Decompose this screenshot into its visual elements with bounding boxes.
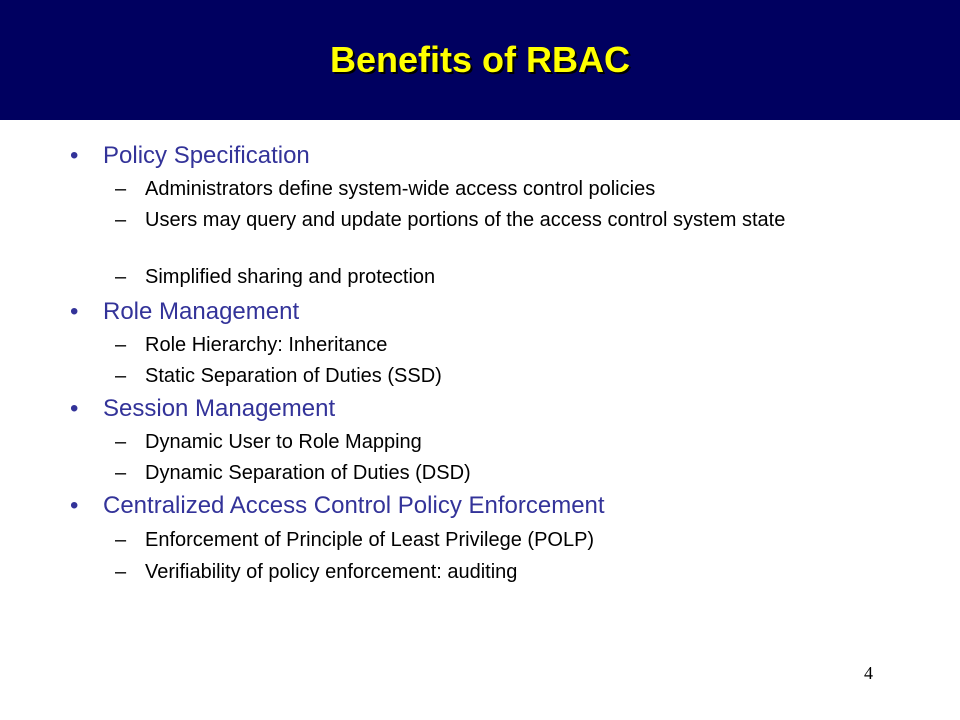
bullet-heading-policy-specification: Policy Specification [103,142,310,169]
dash-icon: – [115,365,127,387]
bullet-heading-role-management: Role Management [103,298,300,325]
sub-bullet-item: Role Hierarchy: Inheritance [145,334,388,356]
dash-icon: – [115,209,127,231]
dash-icon: – [115,431,127,453]
dash-icon: – [115,334,127,356]
sub-bullet-item: Static Separation of Duties (SSD) [145,365,442,387]
bullet-heading-centralized-enforcement: Centralized Access Control Policy Enforcement [103,492,605,519]
dash-icon: – [115,462,127,484]
sub-bullet-item: Enforcement of Principle of Least Privilege (POLP) [145,529,595,551]
sub-bullet-item: Dynamic User to Role Mapping [145,431,422,453]
title-bar [0,0,960,120]
dash-icon: – [115,266,127,288]
bullet-icon: • [70,142,79,169]
page-number: 4 [864,663,873,683]
dash-icon: – [115,178,127,200]
dash-icon: – [115,529,127,551]
bullet-icon: • [70,492,79,519]
slide-title: Benefits of RBAC [329,39,630,80]
sub-bullet-item: Dynamic Separation of Duties (DSD) [145,462,471,484]
sub-bullet-item: Verifiability of policy enforcement: auditing [145,561,518,583]
sub-bullet-item: Simplified sharing and protection [145,266,436,288]
sub-bullet-item: Administrators define system-wide access control policies [145,178,656,200]
bullet-icon: • [70,395,79,422]
dash-icon: – [115,561,127,583]
sub-bullet-item: Users may query and update portions of the access control system state [145,209,786,231]
bullet-icon: • [70,298,79,325]
bullet-heading-session-management: Session Management [103,395,336,422]
